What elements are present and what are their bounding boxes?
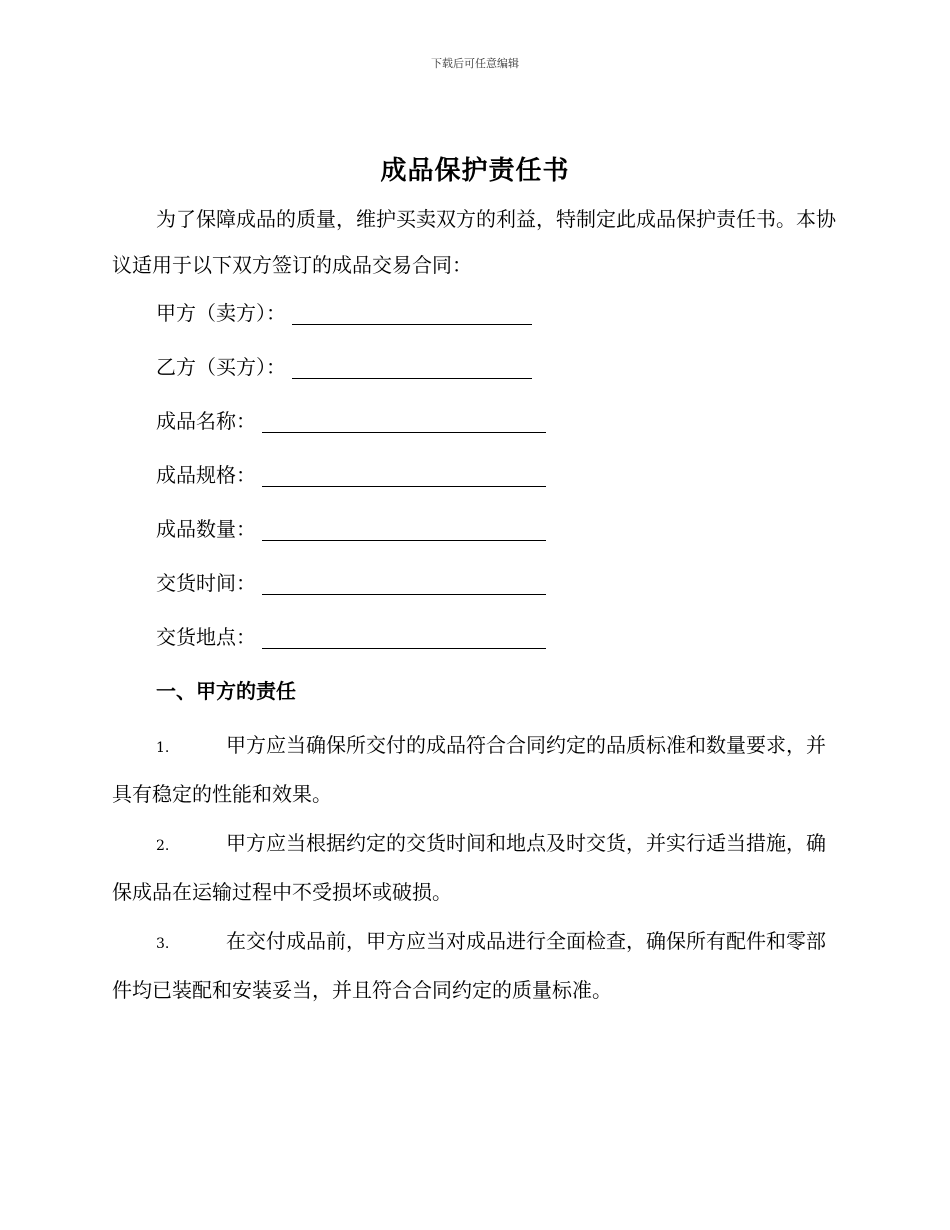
item-text: 甲方应当确保所交付的成品符合合同约定的品质标准和数量要求，并具有稳定的性能和效果。 xyxy=(112,733,826,806)
fill-in-blank xyxy=(262,460,546,487)
fill-in-blank xyxy=(262,514,546,541)
list-item xyxy=(112,918,842,1013)
field-product-quantity xyxy=(156,514,546,544)
intro-paragraph: 为了保障成品的质量，维护买卖双方的利益，特制定此成品保护责任书。本协议适用于以下双方签订的成品交易合同： xyxy=(112,207,836,277)
field-delivery-time xyxy=(156,568,546,598)
list-item xyxy=(112,820,842,915)
field-delivery-place xyxy=(156,622,546,652)
fill-in-blank xyxy=(262,568,546,595)
field-product-name xyxy=(156,406,546,436)
field-party-a xyxy=(156,298,532,328)
field-label: 成品数量： xyxy=(156,517,256,541)
field-label: 成品规格： xyxy=(156,463,256,487)
field-label: 乙方（买方）： xyxy=(156,355,286,379)
item-number: 2. xyxy=(156,838,170,854)
field-label: 成品名称： xyxy=(156,409,256,433)
fill-in-blank xyxy=(292,298,532,325)
fill-in-blank xyxy=(262,622,546,649)
document-title: 成品保护责任书 xyxy=(380,156,570,186)
field-label: 交货地点： xyxy=(156,625,256,649)
item-text: 甲方应当根据约定的交货时间和地点及时交货，并实行适当措施，确保成品在运输过程中不受损坏或破损。 xyxy=(112,831,826,904)
item-number: 1. xyxy=(156,740,170,756)
item-number: 3. xyxy=(156,936,170,952)
list-item xyxy=(112,722,842,817)
fill-in-blank xyxy=(292,352,532,379)
item-text: 在交付成品前，甲方应当对成品进行全面检查，确保所有配件和零部件均已装配和安装妥当，并且符合合同约定的质量标准。 xyxy=(112,929,826,1002)
field-label: 甲方（卖方）： xyxy=(156,301,286,325)
field-product-spec xyxy=(156,460,546,490)
field-party-b xyxy=(156,352,532,382)
fill-in-blank xyxy=(262,406,546,433)
field-label: 交货时间： xyxy=(156,571,256,595)
section-heading: 一、甲方的责任 xyxy=(156,679,296,703)
header-note: 下载后可任意编辑 xyxy=(431,57,519,70)
